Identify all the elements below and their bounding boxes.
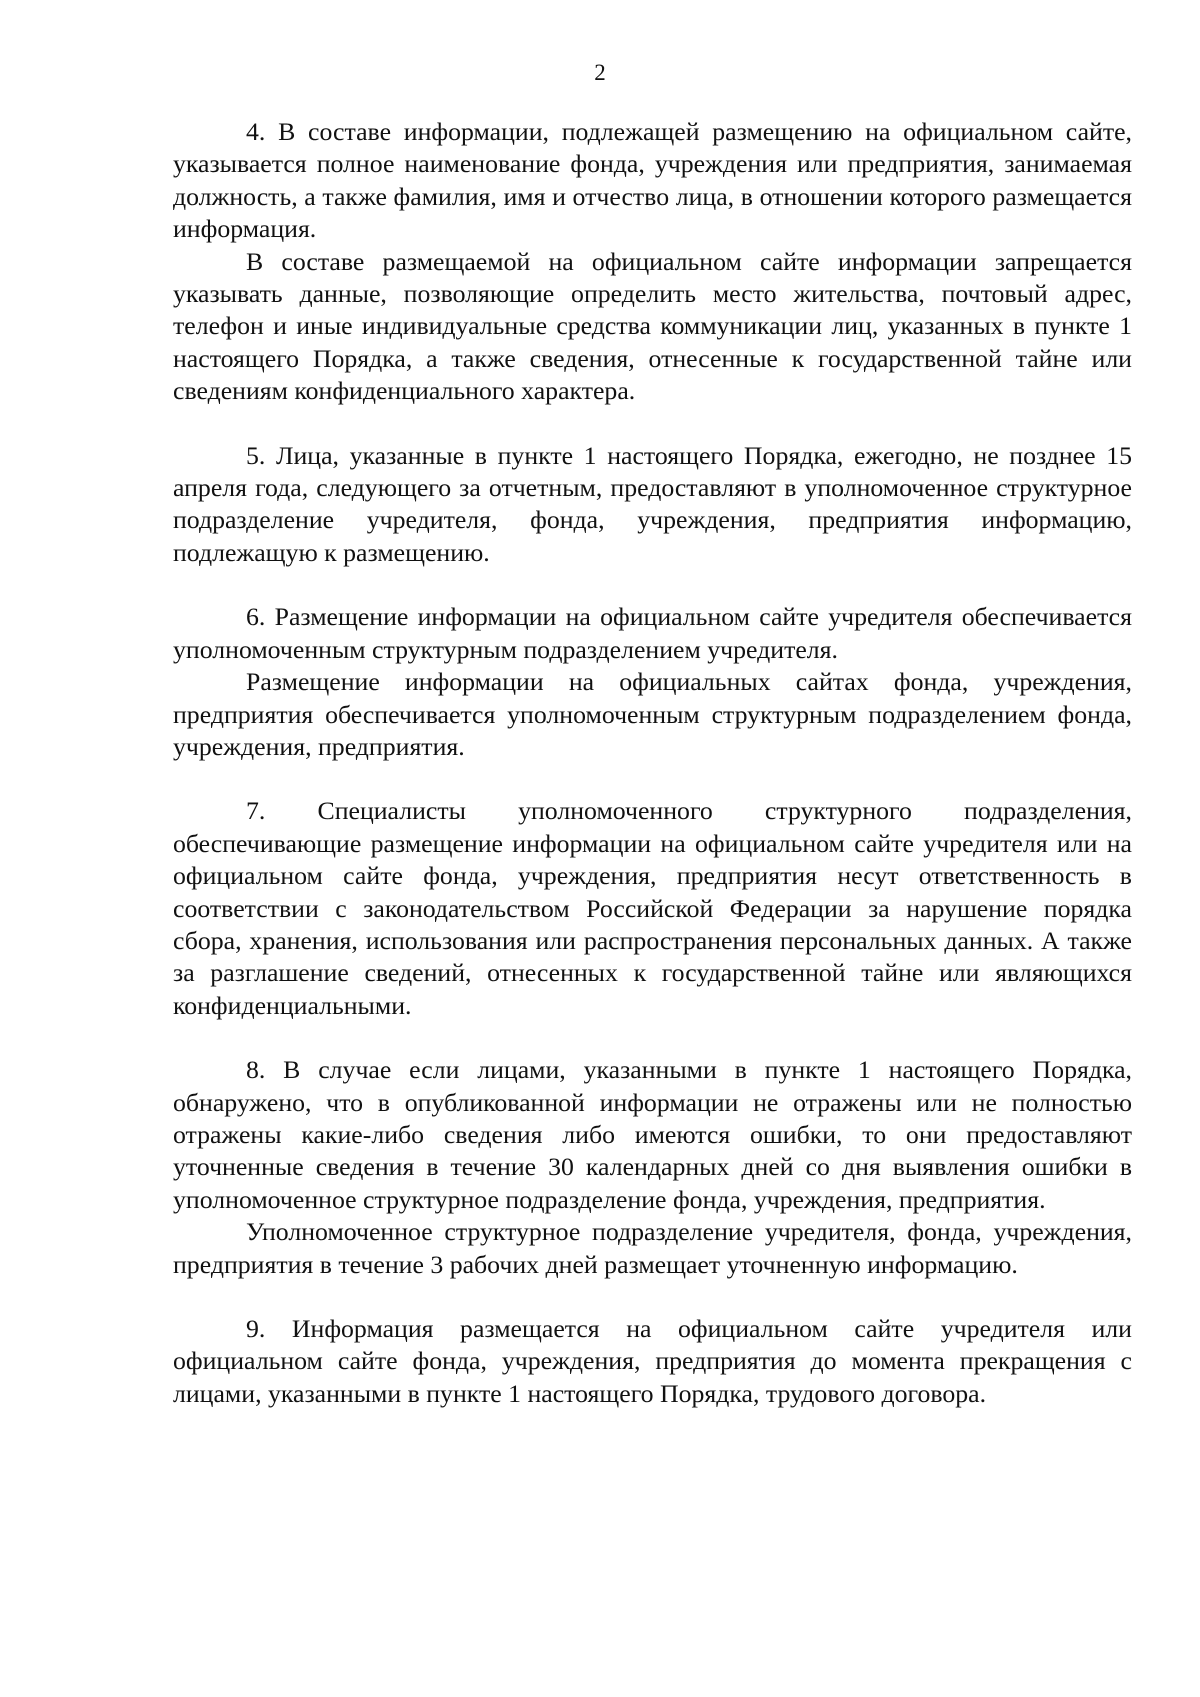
paragraph-4-continuation: В составе размещаемой на официальном сайте информации запрещается указывать данные, позволяющие определить место жительства, почтовый адрес, телефон и иные индивидуальные средства коммуникации лиц, указанных в пункте 1 настоящего Порядка, а также сведения, отнесенные к государственной тайне или сведениям конфиденциального характера. — [173, 246, 1132, 406]
paragraph-7: 7. Специалисты уполномоченного структурного подразделения, обеспечивающие размещение информации на официальном сайте учредителя или на официальном сайте фонда, учреждения, предприятия несут ответственность в соответствии с законодательством Российской Федерации за нарушение порядка сбора, хранения, использования или распространения персональных данных. А также за разглашение сведений, отнесенных к государственной тайне или являющихся конфиденциальными. — [173, 796, 1132, 1020]
paragraph-8: 8. В случае если лицами, указанными в пункте 1 настоящего Порядка, обнаружено, что в опубликованной информации не отражены или не полностью отражены какие-либо сведения либо имеются ошибки, то они предоставляют уточненные сведения в течение 30 календарных дней со дня выявления ошибки в уполномоченное структурное подразделение фонда, учреждения, предприятия. — [173, 1055, 1132, 1214]
paragraph-5: 5. Лица, указанные в пункте 1 настоящего Порядка, ежегодно, не позднее 15 апреля года, следующего за отчетным, предоставляют в уполномоченное структурное подразделение учредителя, фонда, учреждения, предприятия информацию, подлежащую к размещению. — [173, 440, 1132, 567]
section-gap — [173, 1022, 1132, 1054]
paragraph-4: 4. В составе информации, подлежащей размещению на официальном сайте, указывается полное наименование фонда, учреждения или предприятия, занимаемая должность, а также фамилия, имя и отчество лица, в отношении которого размещается информация. — [173, 117, 1132, 244]
document-body — [173, 116, 1132, 1410]
paragraph-6: 6. Размещение информации на официальном сайте учредителя обеспечивается уполномоченным структурным подразделением учредителя. — [173, 602, 1132, 664]
section-gap — [173, 408, 1132, 440]
paragraph-9: 9. Информация размещается на официальном сайте учредителя или официальном сайте фонда, учреждения, предприятия до момента прекращения с лицами, указанными в пункте 1 настоящего Порядка, трудового договора. — [173, 1314, 1132, 1408]
paragraph-6-continuation: Размещение информации на официальных сайтах фонда, учреждения, предприятия обеспечивается уполномоченным структурным подразделением фонда, учреждения, предприятия. — [173, 667, 1132, 761]
paragraph-8-continuation: Уполномоченное структурное подразделение учредителя, фонда, учреждения, предприятия в течение 3 рабочих дней размещает уточненную информацию. — [173, 1217, 1132, 1279]
section-gap — [173, 1281, 1132, 1313]
section-gap — [173, 763, 1132, 795]
page-number: 2 — [594, 60, 606, 85]
section-gap — [173, 569, 1132, 601]
